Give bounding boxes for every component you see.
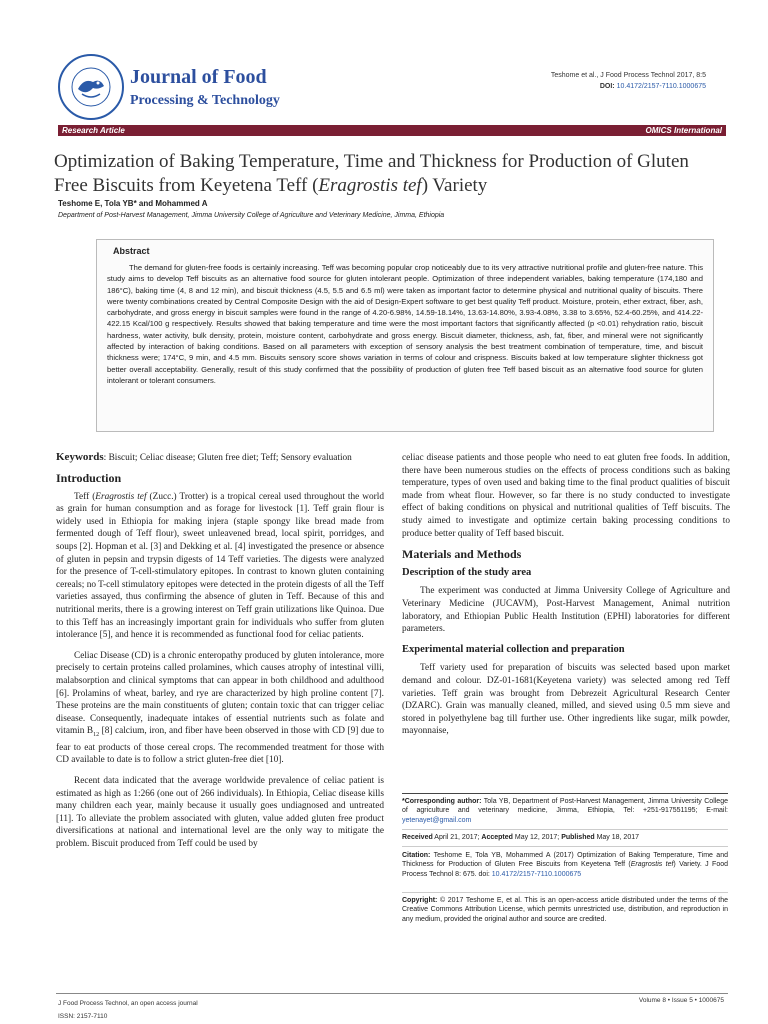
abstract-box — [96, 239, 714, 432]
keywords-text: : Biscuit; Celiac disease; Gluten free diet; Teff; Sensory evaluation — [103, 453, 352, 463]
keywords — [56, 452, 384, 464]
p2-end: [8] calcium, iron, and fiber have been observed in those with CD [9] due to fear to eat products of those cereal crops. The recommended treatment for those with CD available to date is to follow a strict gluten-free diet [10]. — [56, 726, 384, 766]
citation-header — [551, 70, 706, 92]
footer-journal: J Food Process Technol, an open access journal — [58, 1000, 198, 1007]
citation-doi-link[interactable]: 10.4172/2157-7110.1000675 — [491, 870, 582, 878]
accepted-label: Accepted — [481, 834, 513, 841]
corr-label: *Corresponding author: — [402, 798, 482, 805]
divider — [402, 892, 728, 893]
materials-methods-heading: Materials and Methods — [402, 547, 522, 562]
title-species: Eragrostis tef — [318, 175, 422, 196]
citation-text: Teshome E, Tola YB, Mohammed A (2017) Optimization of Baking Temperature, Time and Thickness for Production of Gluten Free Biscuits from Keyetena Teff ( — [402, 852, 728, 869]
experimental-material-paragraph: Teff variety used for preparation of biscuits was selected based upon market demand and colour. DZ-01-1681(Keyetena variety) was selected among red Teff varieties. Teff grain was brought from Debrezeit Agricultural Research Center (DZARC). Grain was manually cleaned, milled, and sieved using 0.5 mm sieve and stored in polyethylene bag till further use. Other ingredients like sugar, milk powder, mayonnaise, — [402, 663, 730, 737]
doi-link[interactable]: 10.4172/2157-7110.1000675 — [616, 83, 706, 90]
p1-species: Eragrostis tef — [95, 491, 147, 502]
title-end: ) Variety — [421, 175, 488, 196]
citation-line: Teshome et al., J Food Process Technol 2017, 8:5 — [550, 72, 706, 79]
copyright-text: © 2017 Teshome E, et al. This is an open-access article distributed under the terms of the Creative Commons Attribution License, which permits unrestricted use, distribution, and reproduction in any medium, provided the original author and source are credited. — [402, 897, 728, 923]
logo-graphic — [60, 56, 122, 118]
received-date: April 21, 2017; — [432, 834, 482, 841]
p1-body: (Zucc.) Trotter) is a tropical cereal used throughout the world as grain for human consumption and as forage for livestock [1]. Teff grain flour is widely used in Ethiopia for making injera (staple spongy like bread made from fermented dough of Teff flour), sweet unleavened bread, local spirit, porridges, and soups [2]. Hopman et al. [3] and Dekking et al. [4] investigated the presence or absence of gluten in pepsin and trypsin digests of 14 Teff varieties. The digests were analyzed for the presence of T-cell-stimulatory epitopes. In contrast to known gluten containing cereals; no T-cell stimulatory epitopes were detected in the protein digests of all the Teff varieties assayed, thus confirming the absence of gluten in Teff. Because of this and nutritional merits, there is a growing interest on Teff grain utilizations like Quinoa. Due to this Teff has an increasingly important grain for individuals who suffer from gluten intolerance [5], and hence it is recommended as functional food for celiac patients. — [56, 491, 384, 641]
introduction-heading: Introduction — [56, 471, 122, 485]
citation-note — [402, 851, 728, 879]
copyright-note — [402, 896, 728, 924]
title-text: Optimization of Baking Temperature, Time and Thickness for Production of Gluten Free Biscuits from Keyetena Teff ( — [54, 151, 689, 196]
journal-title: Journal of Food — [130, 66, 267, 88]
left-column — [56, 452, 384, 858]
footer-volume: Volume 8 • Issue 5 • 1000675 — [638, 997, 724, 1004]
footer-rule — [56, 993, 728, 994]
intro-paragraph-3: Recent data indicated that the average worldwide prevalence of celiac patient is estimated as high as 1:266 (one out of 266 individuals). In Ethiopia, Celiac disease kills many children each year, mainly because it usually goes undiagnosed and untreated [11]. To alleviate the problem associated with gluten, value added gluten free product diversifications at national and international level are the only way to mitigate the problem. Biscuit produced from Teff could be used by — [56, 775, 384, 849]
published-date: May 18, 2017 — [594, 834, 640, 841]
study-area-heading: Description of the study area — [402, 566, 532, 578]
citation-label: Citation: — [402, 852, 431, 859]
dates-note — [402, 833, 728, 842]
divider — [402, 829, 728, 830]
corr-text: Tola YB, Department of Post-Harvest Management, Jimma University College of agriculture and veterinary medicine, Jimma, Ethiopia, Tel: +251-917551195; E-mail: — [402, 798, 728, 815]
corresponding-author-note — [402, 797, 728, 825]
email-link[interactable]: yetenayet@gmail.com — [402, 816, 472, 824]
footnote-separator — [402, 793, 728, 794]
doi-line — [551, 81, 706, 92]
citation-text-end: ) Variety. J Food Process Technol 8: 675. doi: — [402, 861, 729, 878]
p2-subscript: 12 — [93, 732, 100, 739]
abstract-text: The demand for gluten-free foods is certainly increasing. Teff was becoming popular crop noticeably due to its very attractive nutritional profile and gluten-free nature. This study aims to develop Teff biscuits as an alternative food source for gluten intolerant people. Optimization of three independent variables, baking temperature (174,180 and 186°C), baking time (4, 8 and 12 min), and biscuit thickness (4.5, 5.5 and 6.5 ml) were taken as important factor to determine physical and nutritional quality of biscuits. There were twenty combinations created by Central Composite Design with the aid of Design-Expert software to get best quality Teff product. Moisture, protein, ether extract, fiber, ash, carbohydrate, and gross energy in biscuit samples were found in the range of 4.20-6.98%, 14.59-18.14%, 13.63-14.80%, 3.93-4.08%, 3.38 to 3.65%, 52.4-60.25%, and 414.22-422.15 Kcal/100 g respectively. Results showed that baking temperature and time were the most important factors that significantly affected (p <0.01) rehydration ratio, biscuit hardness, water activity, bulk density, protein, moisture content, carbohydrate and gross energy. Biscuit diameter, thickness, ash, fat, fiber, and mineral were not significantly affected by interaction of baking conditions. Based on all parameters with exception of sensory analysis the best treatment combination of temperature, time, and biscuit thickness were; 174°C, 9 min, and 4.5 mm. Biscuits sensory score shows variation in terms of colour and crispness. Biscuits baked at low temperature slighter thickness got better overall acceptability. Generally, result of this study confirmed that the possibility of production of gluten free Teff based biscuit as an alternative food source for gluten intolerant or tolerant consumers. — [107, 263, 703, 385]
authors: Teshome E, Tola YB* and Mohammed A — [58, 199, 208, 208]
published-label: Published — [561, 834, 595, 841]
journal-logo — [58, 54, 124, 120]
intro-paragraph-2 — [56, 650, 384, 767]
accepted-date: May 12, 2017; — [512, 834, 562, 841]
article-type-banner — [58, 125, 726, 136]
journal-subtitle: Processing & Technology — [130, 93, 280, 108]
right-column — [402, 452, 730, 746]
article-title — [54, 150, 724, 198]
study-area-paragraph: The experiment was conducted at Jimma University College of Agriculture and Veterinary Medicine (JUCAVM), Post-Harvest Management, Animal nutrition laboratory, and Ethiopian Public Health Institution (EPHI) laboratories for different parameters. — [402, 586, 730, 635]
footer-left — [58, 997, 198, 1023]
copyright-label: Copyright: — [402, 897, 438, 904]
citation-species: Eragrostis tef — [630, 861, 674, 869]
article-type: Research Article — [62, 126, 125, 135]
doi-label: DOI: — [599, 83, 615, 90]
p1-start: Teff ( — [74, 491, 96, 502]
intro-continued: celiac disease patients and those people who need to eat gluten free foods. In addition, there have been numerous studies on the effects of process conditions such as baking temperature, types of oven used and baking time to the final product qualities of biscuit made from wheat flour. However, so far there is no study conducted to investigate effect of baking conditions on physical and nutritional qualities of Teff biscuits. The study aimed to investigate and optimize certain baking processing conditions to produce better quality of Teff based biscuit. — [402, 453, 730, 539]
experimental-material-heading: Experimental material collection and preparation — [402, 643, 625, 655]
intro-paragraph-1 — [56, 491, 384, 642]
keywords-label: Keywords — [56, 451, 104, 463]
footer-issn: ISSN: 2157-7110 — [58, 1013, 108, 1020]
affiliation: Department of Post-Harvest Management, Jimma University College of Agriculture and Veterinary Medicine, Jimma, Ethiopia — [58, 212, 445, 219]
publisher-name: OMICS International — [645, 126, 722, 135]
p2-body: Celiac Disease (CD) is a chronic enteropathy produced by gluten intolerance, more precisely to certain proteins called prolamines, which causes atrophy of intestinal villi, malabsorption and clinical symptoms that can appear in both childhood and adulthood [6]. Prolamins of wheat, barley, and rye are characterized by high proline content [7]. These proteins are the main constituents of gluten; contain toxic that can trigger celiac disease. Consequently, inadequate intakes of essential nutrients such as folate and vitamin B — [56, 650, 384, 737]
divider — [402, 846, 728, 847]
received-label: Received — [402, 834, 433, 841]
abstract-heading: Abstract — [113, 246, 150, 256]
